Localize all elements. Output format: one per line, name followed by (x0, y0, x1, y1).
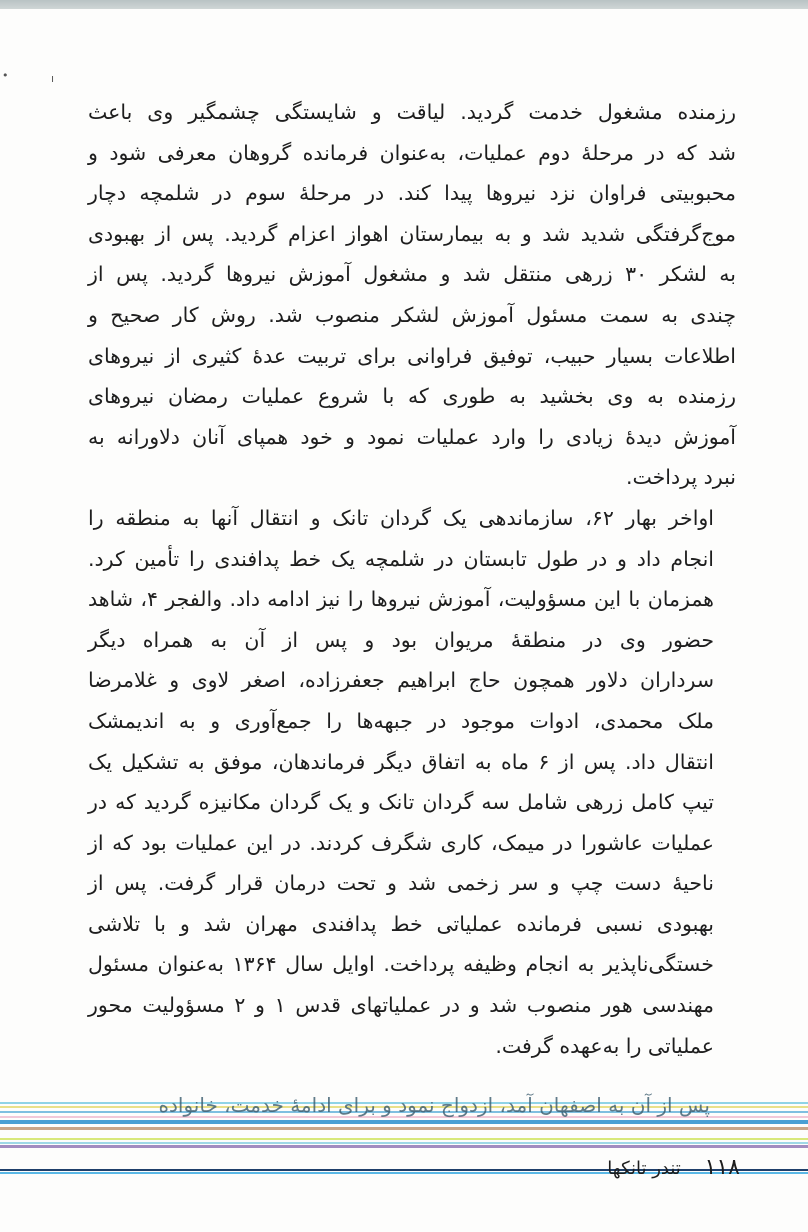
text-line: بهبودی نسبی فرمانده عملیاتی خط پدافندی مهران شد و با تلاشی (88, 911, 714, 936)
text-line: رزمنده مشغول خدمت گردید. لیاقت و شایستگی چشمگیر وی باعث (88, 100, 736, 124)
text-line: عملیات عاشورا در میمک، کاری شگرف کردند. در این عملیات بود که از (88, 830, 714, 855)
scan-speck: • (2, 69, 9, 82)
running-title: تندر تانکها (607, 1158, 681, 1179)
text-line: رزمنده به وی بخشید به طوری که با شروع عملیات رمضان نیروهای (88, 384, 736, 409)
scan-line (0, 1142, 808, 1144)
text-line: همزمان با این مسؤولیت، آموزش نیروها را نیز ادامه داد. والفجر ۴، شاهد (88, 587, 714, 612)
text-line: شد که در مرحلهٔ دوم عملیات، به‌عنوان فرمانده گروهان معرفی شود و (88, 140, 736, 165)
text-line: اواخر بهار ۶۲، سازماندهی یک گردان تانک و انتقال آنها به منطقه را (88, 505, 715, 530)
text-line: مهندسی هور منصوب شد و در عملیاتهای قدس ۱ و ۲ مسؤولیت محور (88, 993, 714, 1018)
scan-line (0, 1145, 808, 1148)
text-line: عملیاتی را به‌عهده گرفت. (495, 1033, 714, 1058)
text-line: به لشکر ۳۰ زرهی منتقل شد و مشغول آموزش نیروها گردید. پس از (88, 262, 736, 287)
scan-speck: ı (51, 72, 55, 85)
text-line: اطلاعات بسیار حبیب، توفیق فراوانی برای تربیت عدهٔ کثیری از نیروهای (88, 343, 736, 368)
text-line: آموزش دیدهٔ زیادی را وارد عملیات نمود و خود همپای آنان دلاورانه به (88, 424, 736, 449)
scan-line (0, 1127, 808, 1130)
paragraph-1 (88, 92, 736, 498)
text-line: انتقال داد. پس از ۶ ماه به اتفاق دیگر فرماندهان، موفق به تشکیل یک (88, 749, 714, 774)
text-line: موج‌گرفتگی شدید شد و به بیمارستان اهواز اعزام گردید. پس از بهبودی (88, 221, 736, 246)
page-footer (540, 1155, 740, 1180)
text-line: تیپ کامل زرهی شامل سه گردان تانک و یک گردان مکانیزه گردید که در (88, 790, 714, 815)
text-line: ناحیهٔ دست چپ و سر زخمی شد و تحت درمان قرار گرفت. پس از (88, 871, 714, 896)
page-body (88, 92, 736, 1066)
text-line: نبرد پرداخت. (625, 465, 736, 490)
text-line: انجام داد و در طول تابستان در شلمچه یک خط پدافندی را تأمین کرد. (88, 546, 714, 571)
scan-top-edge (0, 0, 808, 9)
scan-line (0, 1138, 808, 1140)
scan-line (0, 1120, 808, 1124)
text-line: خستگی‌ناپذیر به انجام وظیفه پرداخت. اوایل سال ۱۳۶۴ به‌عنوان مسئول (88, 952, 714, 977)
text-line: حضور وی در منطقهٔ مریوان بود و پس از آن به همراه دیگر (88, 627, 714, 652)
text-line: ملک محمدی، ادوات موجود در جبهه‌ها را جمع‌آوری و به اندیمشک (88, 708, 714, 733)
paragraph-2 (88, 498, 736, 1066)
text-line: سرداران دلاور همچون حاج ابراهیم جعفرزاده، اصغر لاوی و غلامرضا (88, 668, 714, 693)
text-line: محبوبیتی فراوان نزد نیروها پیدا کند. در مرحلهٔ سوم در شلمچه دچار (88, 181, 736, 206)
text-line: چندی به سمت مسئول آموزش لشکر منصوب شد. روش کار صحیح و (88, 302, 736, 327)
cutoff-text-line: پس از آن به اصفهان آمد، ازدواج نمود و برای ادامهٔ خدمت، خانواده (158, 1093, 710, 1117)
page-number: ۱۱۸ (704, 1155, 740, 1180)
